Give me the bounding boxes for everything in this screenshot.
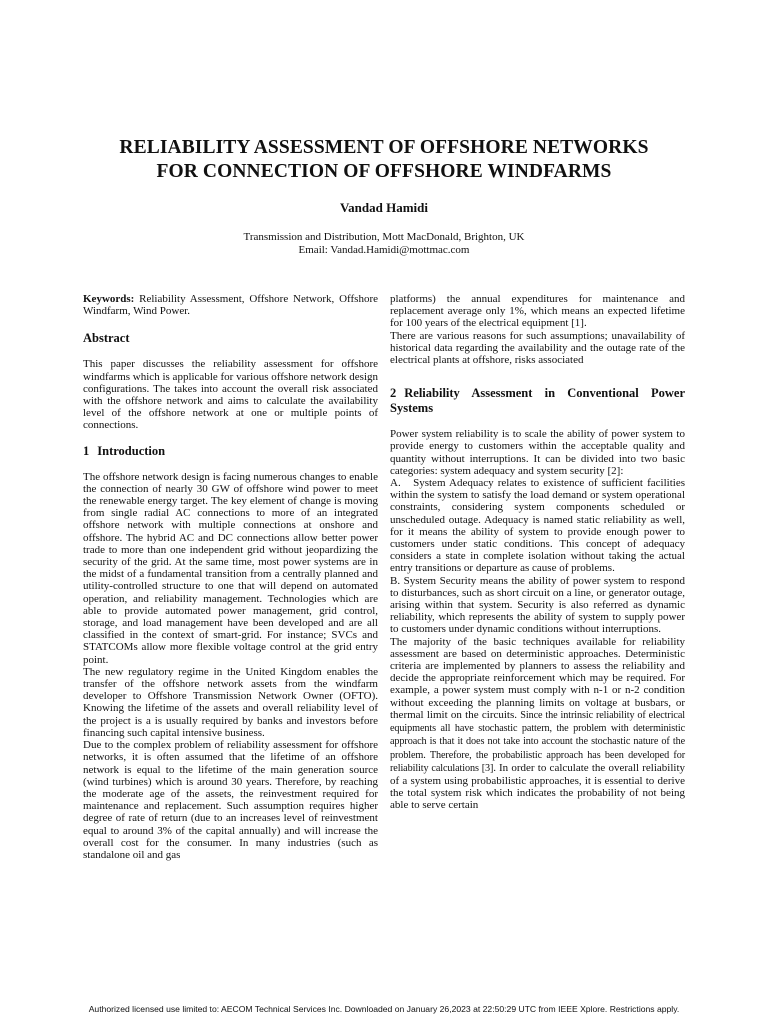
- right-column: [390, 293, 685, 812]
- section-2-paragraph-a: A. System Adequacy relates to existence of sufficient facilities within the system to satisfy the load demand or system operational constraints, considering system components scheduled or unscheduled outage. Adequacy is named static reliability as well, for it means the ability of system to provide enough power to customers under static conditions. This concept of adequacy considers a state in complete isolation without taking the actual entry transitions or departure as cause of problems.: [390, 477, 685, 575]
- section-2-paragraph-2: [390, 636, 685, 812]
- license-footer: Authorized licensed use limited to: AECOM Technical Services Inc. Downloaded on January 26,2023 at 22:50:29 UTC from IEEE Xplore. Restrictions apply.: [88, 1004, 680, 1014]
- section-2-paragraph-1: Power system reliability is to scale the ability of power system to provide energy to customers within the acceptable quality and quantity without interruptions. It can be divided into two basic categories: system adequacy and system security [2]:: [390, 428, 685, 477]
- section-2-number: 2: [390, 386, 397, 401]
- section-1-number: 1: [83, 443, 90, 458]
- continued-paragraph-2: There are various reasons for such assumptions; unavailability of historical data regarding the availability and the outage rate of the electrical plants at offshore, risks associated: [390, 329, 685, 367]
- left-column: [83, 293, 378, 861]
- keywords-label: Keywords:: [83, 293, 135, 305]
- section-2-paragraph-2a: The majority of the basic techniques available for reliability assessment are based on deterministic approaches. Deterministic criteria are implemented by planners to assess the reliability and decide the appropriate reinforcement which may be required. For example, a power system must comply with n-1 or n-2 condition without exceeding the planning limits on voltage at busbars, or thermal limit on the circuits.: [390, 635, 685, 721]
- section-2-paragraph-2c: In order to calculate the overall reliability of a system using probabilistic approaches, it is essential to derive the total system risk which indicates the probability of not being able to serve certain: [390, 761, 685, 812]
- abstract-text: This paper discusses the reliability assessment for offshore windfarms which is applicable for various offshore network design configurations. The takes into account the overall risk associated with the offshore network and aims to calculate the availability level of the offshore network at one or multiple points of connections.: [83, 358, 378, 432]
- section-2-paragraph-b: B. System Security means the ability of power system to respond to disturbances, such as short circuit on a line, or generator outage, arising within that system. Security is also referred as dynamic reliability, which represents the ability of system to supply power to customers under dynamic conditions without interruptions.: [390, 574, 685, 636]
- title-line-2: FOR CONNECTION OF OFFSHORE WINDFARMS: [156, 161, 612, 182]
- section-1-heading: [83, 444, 378, 459]
- keywords-text: Reliability Assessment, Offshore Network, Offshore Windfarm, Wind Power.: [83, 293, 379, 318]
- section-1-title: Introduction: [97, 443, 166, 458]
- continued-paragraph-1: platforms) the annual expenditures for maintenance and replacement average only 1%, which means an expected lifetime for 100 years of the electrical equipment [1].: [390, 293, 685, 330]
- section-2-heading: [390, 386, 685, 416]
- section-2-paragraph-2b: Since the intrinsic reliability of electrical equipments all have stochastic pattern, the problem with deterministic approach is that it does not take into account the stochastic nature of the problem. Therefore, the probabilistic approach has been developed for reliability calculations [3].: [390, 709, 685, 774]
- author-affiliation-block: [0, 231, 768, 257]
- paper-title: [60, 136, 708, 184]
- author-name: Vandad Hamidi: [339, 200, 429, 215]
- abstract-heading: Abstract: [83, 331, 130, 346]
- intro-paragraph-1: The offshore network design is facing numerous changes to enable the connection of nearly 30 GW of offshore wind power to meet the renewable energy target. The key element of change is moving from single radial AC connections to more of an integrated offshore network with multiple connections at onshore and offshore. The hybrid AC and DC connections allow better power trade to more than one independent grid without jeopardizing the security of the grid. At the same time, most power systems are in the midst of a fundamental transition from a centrally planned and utility-controlled structure to one that will depend on automated operation, and reliability management. Technologies which are able to provide automated power management, grid control, storage, and load management have been developed and are all classified in the context of smart-grid. For instance; SVCs and STATCOMs allow more flexible voltage control at the grid entry point.: [83, 470, 378, 666]
- email: Email: Vandad.Hamidi@mottmac.com: [298, 244, 470, 256]
- keywords: [83, 293, 378, 317]
- intro-paragraph-3: Due to the complex problem of reliability assessment for offshore networks, it is often assumed that the lifetime of an offshore network is equal to the lifetime of the main generation source (wind turbines) which is around 30 years. Therefore, by reaching the moderate age of the assets, the reinvestment required for maintenance and replacement. Such assumption requires higher degree of rate of return (due to an increases level of reinvestment equal to around 3% of the capital annually) and will increase the overall cost for the consumer. In many industries (such as standalone oil and gas: [83, 739, 378, 861]
- section-2-title: Reliability Assessment in Conventional Power Systems: [390, 386, 685, 416]
- affiliation: Transmission and Distribution, Mott MacDonald, Brighton, UK: [243, 231, 525, 243]
- title-line-1: RELIABILITY ASSESSMENT OF OFFSHORE NETWORKS: [119, 137, 649, 158]
- intro-paragraph-2: The new regulatory regime in the United Kingdom enables the transfer of the offshore network assets from the windfarm developer to Offshore Transmission Network Owner (OFTO). Knowing the lifetime of the assets and overall reliability level of the project is a is usually required by banks and investors before financing such capital intensive business.: [83, 665, 378, 739]
